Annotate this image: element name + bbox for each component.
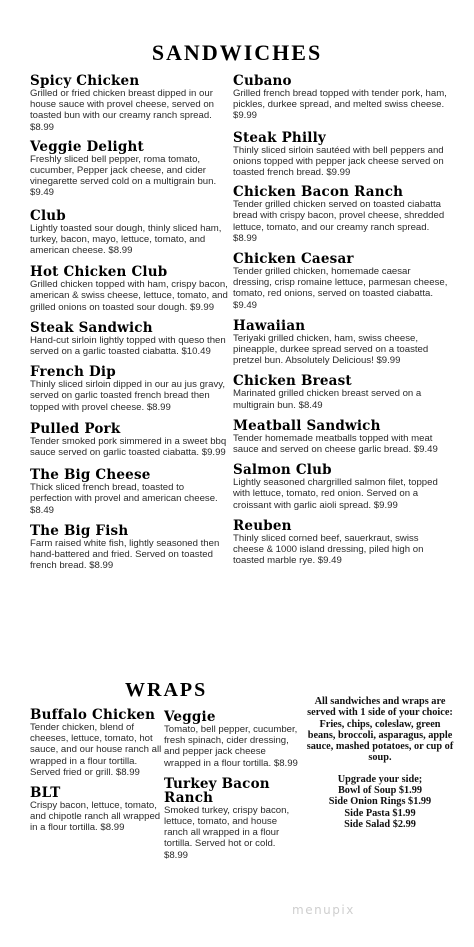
menu-item-description — [30, 800, 162, 834]
menu-item-price: $8.99 — [100, 822, 125, 834]
menu-item-price: $9.49 — [413, 444, 438, 456]
menu-item-price: $9.49 — [317, 555, 342, 567]
menu-item-name: Chicken Bacon Ranch — [233, 184, 404, 201]
menu-item-description-text: Thinly sliced sirloin sautéed with bell peppers and onions topped with pepper jack cheese served on toasted french bread. — [233, 144, 444, 179]
menu-item-price: $9.99 — [326, 167, 351, 179]
menu-item-name: Salmon Club — [233, 462, 332, 479]
menu-item — [233, 519, 448, 567]
watermark: menupix — [292, 903, 355, 917]
menu-item-price: $8.49 — [298, 399, 323, 411]
menu-item-description-text: Lightly seasoned chargrilled salmon filet, topped with lettuce, tomato, red onion. Served on a croissant with garlic aioli spread. — [233, 477, 438, 511]
menu-item-name: Pulled Pork — [30, 420, 121, 437]
menu-item-description — [30, 379, 228, 413]
upgrade-intro: Upgrade your side; — [337, 773, 423, 785]
menu-item-description — [30, 722, 162, 778]
menu-item-description — [164, 805, 298, 861]
menu-item-description — [30, 154, 228, 199]
menu-item-name: The Big Cheese — [30, 467, 151, 484]
menu-item — [233, 74, 448, 122]
menu-item-name: Steak Philly — [233, 129, 326, 146]
menu-item — [30, 468, 228, 516]
menu-item-price: $8.99 — [89, 560, 114, 572]
menu-item-name: Hawaiian — [233, 317, 306, 334]
menu-item — [164, 710, 298, 769]
menu-item-description-text: Marinated grilled chicken breast served on a multigrain bun. — [233, 388, 422, 411]
menu-item-description — [30, 335, 228, 357]
sides-info — [305, 696, 455, 830]
menu-item-name: Spicy Chicken — [30, 73, 140, 89]
menu-item-price: $8.99 — [146, 401, 171, 413]
sandwiches-right-column — [233, 74, 448, 566]
menu-item — [30, 265, 228, 313]
sides-choices: Fries, chips, coleslaw, green beans, broccoli, asparagus, apple sauce, mashed potatoes, or cup of soup. — [306, 718, 454, 764]
menu-item-description — [30, 223, 228, 257]
menu-item-price: $8.99 — [233, 232, 258, 244]
menu-item-price: $8.99 — [115, 766, 140, 778]
menu-item-description-text: Thick sliced french bread, toasted to perfection with provel and american cheese. — [30, 482, 218, 505]
menu-item-name: Turkey Bacon Ranch — [164, 775, 270, 806]
menu-item-description — [233, 477, 448, 511]
menu-item — [233, 463, 448, 511]
menu-item-description-text: Tender homemade meatballs topped with meat sauce and served on cheese garlic bread. — [233, 432, 433, 456]
menu-item-description — [233, 266, 448, 311]
menu-item-price: $8.99 — [273, 757, 298, 769]
menu-item — [164, 777, 298, 861]
menu-item-price: $9.49 — [30, 187, 55, 199]
menu-item — [233, 419, 448, 455]
menu-item — [30, 524, 228, 572]
menu-item-price: $9.99 — [373, 499, 398, 511]
menu-item-price: $10.49 — [181, 346, 211, 358]
menu-item-name: Chicken Caesar — [233, 251, 354, 268]
menu-item — [233, 252, 448, 311]
menu-item — [30, 74, 228, 133]
menu-item-price: $9.99 — [190, 301, 215, 313]
menu-item-description-text: Farm raised white fish, lightly seasoned then hand-battered and fried. Served on toasted french bread. — [30, 537, 220, 572]
menu-item-name: Buffalo Chicken — [30, 707, 156, 723]
menu-item-price: $8.99 — [108, 245, 133, 257]
menu-item-description-text: Tomato, bell pepper, cucumber, fresh spinach, cider dressing, and pepper jack cheese wrapped in a flour tortilla. — [164, 724, 298, 769]
upgrade-option: Bowl of Soup $1.99 — [337, 785, 423, 797]
menu-item-description-text: Grilled chicken topped with ham, crispy bacon, american & swiss cheese, lettuce, tomato, and grilled onions on toasted sour dough. — [30, 279, 228, 313]
wraps-middle-column — [164, 710, 298, 861]
menu-item — [30, 365, 228, 413]
menu-item-name: The Big Fish — [30, 522, 129, 539]
menu-item — [233, 319, 448, 367]
menu-item-description-text: Tender grilled chicken served on toasted ciabatta bread with crispy bacon, provel cheese, shredded lettuce, tomato, and our creamy ranch spread. — [233, 199, 445, 233]
menu-item-price: $8.49 — [30, 504, 55, 516]
upgrade-option: Side Onion Rings $1.99 — [328, 796, 432, 808]
sandwiches-heading: SANDWICHES — [151, 40, 323, 65]
menu-item-name: BLT — [30, 785, 61, 802]
menu-item — [30, 321, 228, 357]
wraps-left-column — [30, 708, 162, 834]
menu-item-description-text: Thinly sliced corned beef, sauerkraut, swiss cheese & 1000 island dressing, piled high on toasted marble rye. — [233, 532, 424, 567]
menu-item — [233, 131, 448, 179]
menu-item-description-text: Teriyaki grilled chicken, ham, swiss cheese, pineapple, durkee spread served on a toasted pretzel bun. Absolutely Delicious! — [233, 332, 429, 367]
menu-item-description-text: Tender chicken, blend of cheeses, lettuce, tomato, hot sauce, and our house ranch all wrapped in a flour tortilla. Served fried or grill. — [30, 722, 162, 778]
upgrade-option: Side Pasta $1.99 — [344, 807, 416, 819]
menu-item-description-text: Tender smoked pork simmered in a sweet bbq sauce served on garlic toasted ciabatta. — [30, 435, 227, 459]
menu-item-description — [233, 88, 448, 122]
sandwiches-left-column — [30, 74, 228, 571]
upgrade-option: Side Salad $2.99 — [344, 818, 416, 830]
menu-item-price: $9.99 — [201, 447, 226, 459]
menu-item-description — [30, 436, 228, 458]
menu-item-price: $9.99 — [376, 355, 401, 367]
menu-item-name: Meatball Sandwich — [233, 417, 381, 434]
menu-item-name: French Dip — [30, 364, 116, 381]
menu-item-name: Reuben — [233, 517, 292, 534]
sides-intro: All sandwiches and wraps are served with 1 side of your choice: — [307, 696, 453, 719]
wraps-heading: WRAPS — [125, 679, 208, 701]
menu-item-description-text: Freshly sliced bell pepper, roma tomato, cucumber, Pepper jack cheese, and cider vinegarette served cold on a multigrain bun. — [30, 153, 217, 188]
menu-item-description-text: Smoked turkey, crispy bacon, lettuce, tomato, and house ranch all wrapped in a flour tortilla. Served hot or cold. — [164, 804, 290, 850]
menu-item-description-text: Tender grilled chicken, homemade caesar dressing, crisp romaine lettuce, parmesan cheese, tomato, red onions, served on toasted ciabatta. — [233, 266, 448, 300]
menu-item — [30, 708, 162, 778]
menu-item-name: Veggie Delight — [30, 138, 144, 155]
menu-item-description-text: Crispy bacon, lettuce, tomato, and chipotle ranch all wrapped in a flour tortilla. — [30, 800, 161, 834]
menu-item-name: Hot Chicken Club — [30, 264, 168, 281]
menu-item-name: Steak Sandwich — [30, 319, 153, 336]
menu-item-description — [233, 333, 448, 367]
menu-item — [233, 185, 448, 244]
menu-item — [233, 374, 448, 410]
menu-item-description-text: Lightly toasted sour dough, thinly sliced ham, turkey, bacon, mayo, lettuce, tomato, and american cheese. — [30, 222, 222, 257]
menu-item-description — [233, 533, 448, 567]
menu-item-price: $8.99 — [164, 849, 189, 861]
menu-item-name: Chicken Breast — [233, 373, 352, 390]
menu-item-name: Club — [30, 207, 66, 224]
menu-item-name: Cubano — [233, 73, 292, 89]
menu-item-description — [30, 538, 228, 572]
menu-item-description-text: Grilled or fried chicken breast dipped in our house sauce with provel cheese, served on toasted bun with our creamy ranch spread. — [30, 88, 214, 122]
menu-item-description-text: Thinly sliced sirloin dipped in our au jus gravy, served on garlic toasted french bread then topped with provel cheese. — [30, 379, 225, 413]
menu-item-description — [233, 145, 448, 179]
menu-item-name: Veggie — [164, 709, 216, 725]
menu-item-description-text: Hand-cut sirloin lightly topped with queso then served on a garlic toasted ciabatta. — [30, 334, 226, 358]
menu-item-price: $9.99 — [233, 110, 258, 122]
menu-item — [30, 786, 162, 834]
menu-item-price: $9.49 — [233, 299, 258, 311]
menu-item-description — [30, 88, 228, 133]
menu-item-description — [164, 724, 298, 769]
menu-item-description — [30, 279, 228, 313]
menu-item-description — [233, 433, 448, 455]
menu-item-description-text: Grilled french bread topped with tender pork, ham, pickles, durkee spread, and melted swiss cheese. — [233, 88, 447, 111]
menu-item — [30, 140, 228, 199]
menu-item-description — [233, 388, 448, 410]
menu-item-price: $8.99 — [30, 121, 55, 133]
menu-item-description — [30, 482, 228, 516]
upgrade-block — [305, 774, 455, 830]
menu-item — [30, 209, 228, 257]
menu-item — [30, 422, 228, 458]
menu-item-description — [233, 199, 448, 244]
